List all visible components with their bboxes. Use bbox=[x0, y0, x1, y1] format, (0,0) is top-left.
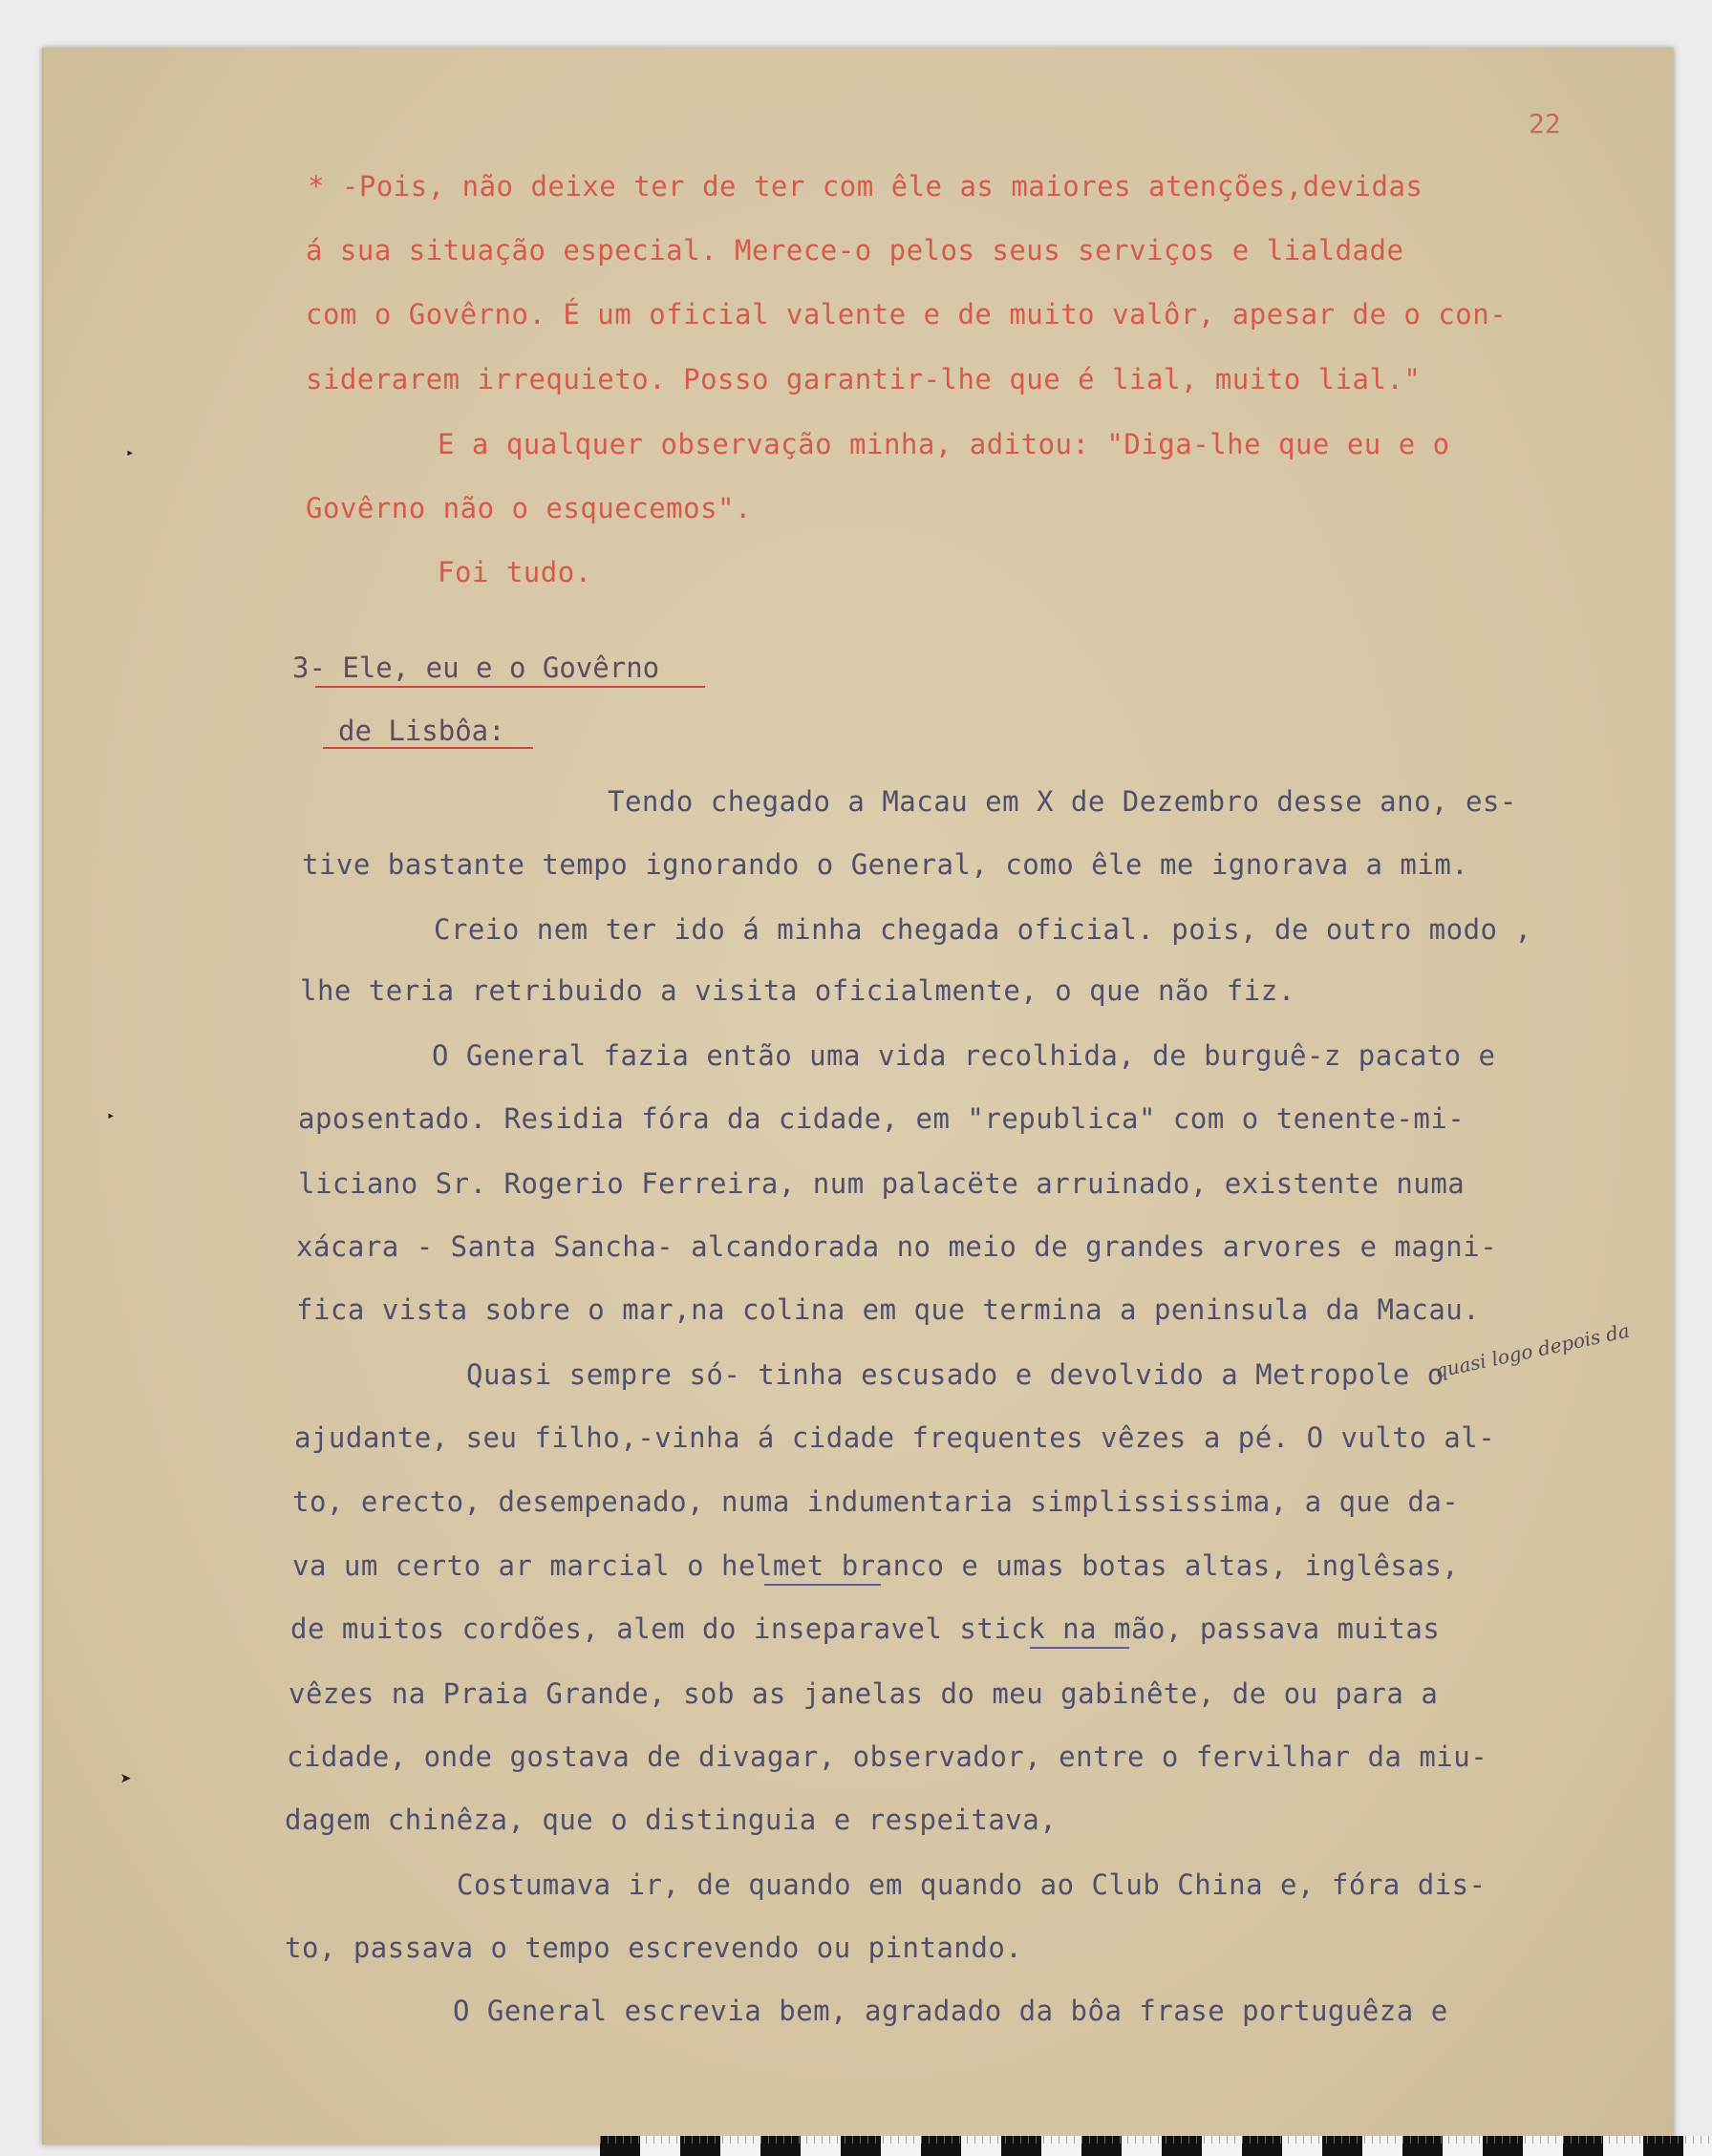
blue-line-13: va um certo ar marcial o helmet branco e umas botas altas, inglêsas, bbox=[292, 1549, 1460, 1582]
stick-underline bbox=[1030, 1647, 1129, 1649]
margin-mark: ▸ bbox=[126, 445, 135, 460]
margin-mark: ➤ bbox=[120, 1767, 133, 1790]
heading-underline-2 bbox=[323, 747, 533, 749]
scale-ruler-ticks bbox=[600, 2136, 1712, 2144]
blue-line-16: cidade, onde gostava de divagar, observador, entre o fervilhar da miu- bbox=[287, 1740, 1488, 1773]
blue-line-19: to, passava o tempo escrevendo ou pintando. bbox=[285, 1932, 1023, 1964]
blue-line-17: dagem chinêza, que o distinguia e respeitava, bbox=[285, 1804, 1058, 1836]
blue-line-4: lhe teria retribuido a visita oficialmente, o que não fiz. bbox=[300, 974, 1295, 1007]
blue-line-15: vêzes na Praia Grande, sob as janelas do meu gabinête, de ou para a bbox=[289, 1677, 1439, 1710]
red-line-4: siderarem irrequieto. Posso garantir-lhe que é lial, muito lial." bbox=[306, 363, 1422, 395]
blue-line-5: O General fazia então uma vida recolhida, de burguê-z pacato e bbox=[432, 1039, 1496, 1072]
helmet-underline bbox=[764, 1584, 881, 1586]
blue-line-20: O General escrevia bem, agradado da bôa frase portuguêza e bbox=[453, 1995, 1448, 2027]
blue-line-2: tive bastante tempo ignorando o General, como êle me ignorava a mim. bbox=[302, 848, 1469, 881]
red-line-3: com o Govêrno. É um oficial valente e de muito valôr, apesar de o con- bbox=[306, 298, 1508, 331]
blue-line-8: xácara - Santa Sancha- alcandorada no meio de grandes arvores e magni- bbox=[296, 1230, 1498, 1263]
margin-mark: ▸ bbox=[107, 1108, 116, 1123]
blue-line-18: Costumava ir, de quando em quando ao Club China e, fóra dis- bbox=[457, 1868, 1487, 1901]
blue-line-10: Quasi sempre só- tinha escusado e devolvido a Metropole o bbox=[466, 1358, 1444, 1391]
section-heading-line-2: de Lisbôa: bbox=[338, 715, 505, 747]
page-number: 22 bbox=[1529, 108, 1561, 139]
blue-line-11: ajudante, seu filho,-vinha á cidade frequentes vêzes a pé. O vulto al- bbox=[294, 1421, 1496, 1454]
blue-line-12: to, erecto, desempenado, numa indumentaria simplississima, a que da- bbox=[292, 1485, 1460, 1518]
red-line-1: * -Pois, não deixe ter de ter com êle as maiores atenções,devidas bbox=[308, 170, 1423, 203]
red-line-7: Foi tudo. bbox=[438, 556, 592, 588]
blue-line-1: Tendo chegado a Macau em X de Dezembro desse ano, es- bbox=[608, 785, 1517, 818]
blue-line-14: de muitos cordões, alem do inseparavel stick na mão, passava muitas bbox=[290, 1612, 1441, 1645]
handwritten-note: quasi logo depois da bbox=[1432, 1318, 1632, 1383]
red-line-2: á sua situação especial. Merece-o pelos seus serviços e lialdade bbox=[306, 234, 1404, 267]
blue-line-3: Creio nem ter ido á minha chegada oficial. pois, de outro modo , bbox=[434, 913, 1532, 946]
heading-underline-1 bbox=[315, 686, 705, 688]
red-line-5: E a qualquer observação minha, aditou: "Diga-lhe que eu e o bbox=[438, 428, 1450, 460]
red-line-6: Govêrno não o esquecemos". bbox=[306, 492, 752, 524]
blue-line-7: liciano Sr. Rogerio Ferreira, num palacëte arruinado, existente numa bbox=[298, 1167, 1466, 1200]
blue-line-9: fica vista sobre o mar,na colina em que termina a peninsula da Macau. bbox=[296, 1293, 1481, 1326]
section-heading-line-1: 3- Ele, eu e o Govêrno bbox=[292, 651, 660, 684]
blue-line-6: aposentado. Residia fóra da cidade, em "republica" com o tenente-mi- bbox=[298, 1102, 1466, 1135]
